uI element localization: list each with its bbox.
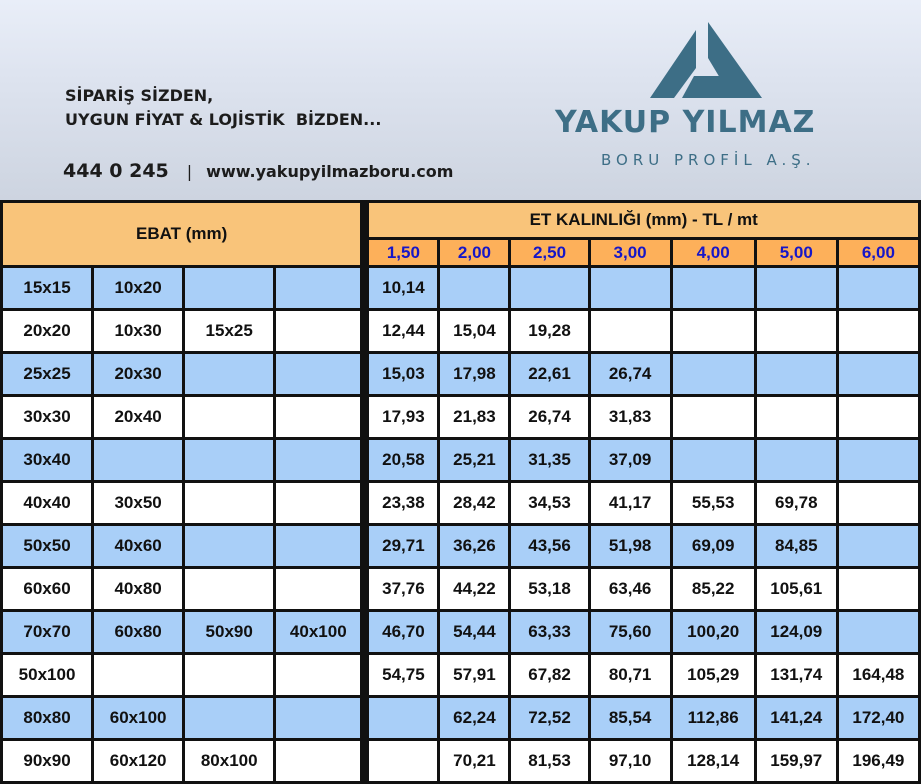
- price-cell: [757, 440, 836, 480]
- price-cell: 43,56: [511, 526, 587, 566]
- price-cell: 31,35: [511, 440, 587, 480]
- column-divider: [363, 203, 366, 265]
- size-cell: [276, 698, 360, 738]
- table-row: [3, 698, 918, 738]
- size-cell: 25x25: [3, 354, 91, 394]
- size-cell: [276, 397, 360, 437]
- price-cell: [511, 268, 587, 308]
- price-cell: [839, 526, 918, 566]
- price-cell: 12,44: [369, 311, 437, 351]
- contact-separator: |: [186, 162, 193, 181]
- column-divider: [363, 526, 366, 566]
- price-cell: [673, 397, 754, 437]
- price-cell: 54,75: [369, 655, 437, 695]
- price-cell: 164,48: [839, 655, 918, 695]
- price-cell: 19,28: [511, 311, 587, 351]
- slogan-line-1: SİPARİŞ SİZDEN,: [65, 86, 214, 105]
- price-cell: 124,09: [757, 612, 836, 652]
- column-divider: [363, 397, 366, 437]
- thickness-header-cell: 2,50: [511, 240, 587, 265]
- size-cell: 10x20: [94, 268, 182, 308]
- size-cell: [276, 569, 360, 609]
- size-cell: 30x30: [3, 397, 91, 437]
- price-cell: 70,21: [440, 741, 508, 781]
- price-cell: 26,74: [591, 354, 670, 394]
- price-cell: [839, 483, 918, 523]
- price-cell: [591, 268, 670, 308]
- price-cell: 100,20: [673, 612, 754, 652]
- price-cell: 34,53: [511, 483, 587, 523]
- price-cell: [757, 397, 836, 437]
- price-cell: 72,52: [511, 698, 587, 738]
- slogan: [65, 84, 381, 132]
- price-table-container: [0, 200, 921, 784]
- price-cell: 97,10: [591, 741, 670, 781]
- price-cell: [839, 397, 918, 437]
- price-cell: 172,40: [839, 698, 918, 738]
- price-cell: 17,98: [440, 354, 508, 394]
- size-cell: 30x50: [94, 483, 182, 523]
- price-cell: [673, 311, 754, 351]
- price-cell: [839, 440, 918, 480]
- table-row: [3, 483, 918, 523]
- phone-number: 444 0 245: [63, 160, 169, 182]
- price-cell: 63,33: [511, 612, 587, 652]
- price-cell: [440, 268, 508, 308]
- price-cell: 17,93: [369, 397, 437, 437]
- size-cell: 40x100: [276, 612, 360, 652]
- table-row: [3, 741, 918, 781]
- price-cell: [673, 354, 754, 394]
- size-cell: [185, 526, 273, 566]
- price-cell: [757, 268, 836, 308]
- column-divider: [363, 354, 366, 394]
- table-row: [3, 397, 918, 437]
- price-cell: 41,17: [591, 483, 670, 523]
- size-cell: [276, 311, 360, 351]
- price-cell: 15,03: [369, 354, 437, 394]
- size-cell: 80x80: [3, 698, 91, 738]
- price-cell: 29,71: [369, 526, 437, 566]
- table-row: [3, 354, 918, 394]
- size-cell: [185, 698, 273, 738]
- size-cell: [185, 655, 273, 695]
- price-cell: 44,22: [440, 569, 508, 609]
- column-divider: [363, 268, 366, 308]
- price-cell: [369, 741, 437, 781]
- size-cell: 60x60: [3, 569, 91, 609]
- size-cell: 50x50: [3, 526, 91, 566]
- price-cell: 84,85: [757, 526, 836, 566]
- price-cell: 63,46: [591, 569, 670, 609]
- et-kalinligi-header: ET KALINLIĞI (mm) - TL / mt: [369, 203, 918, 237]
- size-cell: 30x40: [3, 440, 91, 480]
- price-cell: [757, 354, 836, 394]
- price-cell: 80,71: [591, 655, 670, 695]
- price-cell: [839, 354, 918, 394]
- size-cell: [276, 741, 360, 781]
- thickness-header-cell: 6,00: [839, 240, 918, 265]
- website-link[interactable]: www.yakupyilmazboru.com: [206, 162, 454, 181]
- size-cell: 40x80: [94, 569, 182, 609]
- price-cell: 28,42: [440, 483, 508, 523]
- size-cell: [185, 268, 273, 308]
- banner-header: [0, 0, 921, 200]
- price-cell: 67,82: [511, 655, 587, 695]
- slogan-line-2: UYGUN FİYAT & LOJİSTİK BİZDEN...: [65, 110, 382, 129]
- size-cell: 40x40: [3, 483, 91, 523]
- thickness-header-cell: 3,00: [591, 240, 670, 265]
- size-cell: 70x70: [3, 612, 91, 652]
- size-cell: 50x100: [3, 655, 91, 695]
- price-cell: 37,76: [369, 569, 437, 609]
- price-cell: 105,61: [757, 569, 836, 609]
- ebat-header: EBAT (mm): [3, 203, 360, 265]
- thickness-header-cell: 2,00: [440, 240, 508, 265]
- price-cell: 20,58: [369, 440, 437, 480]
- contact-info: [63, 160, 453, 182]
- table-row: [3, 440, 918, 480]
- price-cell: 25,21: [440, 440, 508, 480]
- price-cell: 55,53: [673, 483, 754, 523]
- size-cell: 10x30: [94, 311, 182, 351]
- price-cell: [839, 311, 918, 351]
- price-cell: 141,24: [757, 698, 836, 738]
- price-cell: 46,70: [369, 612, 437, 652]
- price-cell: 131,74: [757, 655, 836, 695]
- column-divider: [363, 311, 366, 351]
- price-cell: 69,09: [673, 526, 754, 566]
- column-divider: [363, 741, 366, 781]
- price-cell: [673, 268, 754, 308]
- thickness-header-cell: 1,50: [369, 240, 437, 265]
- size-cell: 50x90: [185, 612, 273, 652]
- size-cell: 60x100: [94, 698, 182, 738]
- brand-subtitle: BORU PROFİL A.Ş.: [601, 151, 816, 169]
- size-cell: [276, 440, 360, 480]
- price-cell: 196,49: [839, 741, 918, 781]
- price-cell: 53,18: [511, 569, 587, 609]
- size-cell: 90x90: [3, 741, 91, 781]
- price-cell: [839, 612, 918, 652]
- price-cell: 23,38: [369, 483, 437, 523]
- price-cell: 62,24: [440, 698, 508, 738]
- price-cell: 85,22: [673, 569, 754, 609]
- size-cell: [276, 526, 360, 566]
- table-row: [3, 526, 918, 566]
- size-cell: [276, 483, 360, 523]
- thickness-header-cell: 5,00: [757, 240, 836, 265]
- size-cell: [185, 354, 273, 394]
- table-row: [3, 569, 918, 609]
- size-cell: [185, 569, 273, 609]
- size-cell: 40x60: [94, 526, 182, 566]
- table-row: [3, 655, 918, 695]
- size-cell: [185, 440, 273, 480]
- price-cell: 57,91: [440, 655, 508, 695]
- price-cell: 10,14: [369, 268, 437, 308]
- size-cell: 80x100: [185, 741, 273, 781]
- thickness-header-cell: 4,00: [673, 240, 754, 265]
- price-cell: 159,97: [757, 741, 836, 781]
- size-cell: [185, 397, 273, 437]
- size-cell: [276, 655, 360, 695]
- price-cell: 128,14: [673, 741, 754, 781]
- price-cell: 26,74: [511, 397, 587, 437]
- price-cell: 22,61: [511, 354, 587, 394]
- table-row: [3, 311, 918, 351]
- column-divider: [363, 440, 366, 480]
- price-cell: 51,98: [591, 526, 670, 566]
- table-row: [3, 612, 918, 652]
- price-cell: 54,44: [440, 612, 508, 652]
- column-divider: [363, 483, 366, 523]
- price-cell: [839, 268, 918, 308]
- size-cell: [276, 354, 360, 394]
- price-cell: 15,04: [440, 311, 508, 351]
- column-divider: [363, 655, 366, 695]
- size-cell: 20x40: [94, 397, 182, 437]
- price-cell: [757, 311, 836, 351]
- price-cell: 112,86: [673, 698, 754, 738]
- column-divider: [363, 698, 366, 738]
- size-cell: [94, 655, 182, 695]
- size-cell: 60x120: [94, 741, 182, 781]
- size-cell: 20x30: [94, 354, 182, 394]
- price-cell: [591, 311, 670, 351]
- size-cell: [276, 268, 360, 308]
- price-cell: 36,26: [440, 526, 508, 566]
- price-table: [0, 200, 921, 784]
- price-cell: 81,53: [511, 741, 587, 781]
- price-cell: 85,54: [591, 698, 670, 738]
- price-cell: 21,83: [440, 397, 508, 437]
- size-cell: [94, 440, 182, 480]
- table-row: [3, 268, 918, 308]
- price-cell: [673, 440, 754, 480]
- price-cell: [839, 569, 918, 609]
- price-cell: 75,60: [591, 612, 670, 652]
- size-cell: 60x80: [94, 612, 182, 652]
- price-cell: 37,09: [591, 440, 670, 480]
- price-cell: 105,29: [673, 655, 754, 695]
- price-cell: 69,78: [757, 483, 836, 523]
- company-logo-icon: [650, 22, 762, 100]
- brand-name: YAKUP YILMAZ: [555, 105, 816, 140]
- size-cell: 15x25: [185, 311, 273, 351]
- size-cell: [185, 483, 273, 523]
- size-cell: 20x20: [3, 311, 91, 351]
- price-cell: 31,83: [591, 397, 670, 437]
- price-cell: [369, 698, 437, 738]
- column-divider: [363, 569, 366, 609]
- size-cell: 15x15: [3, 268, 91, 308]
- column-divider: [363, 612, 366, 652]
